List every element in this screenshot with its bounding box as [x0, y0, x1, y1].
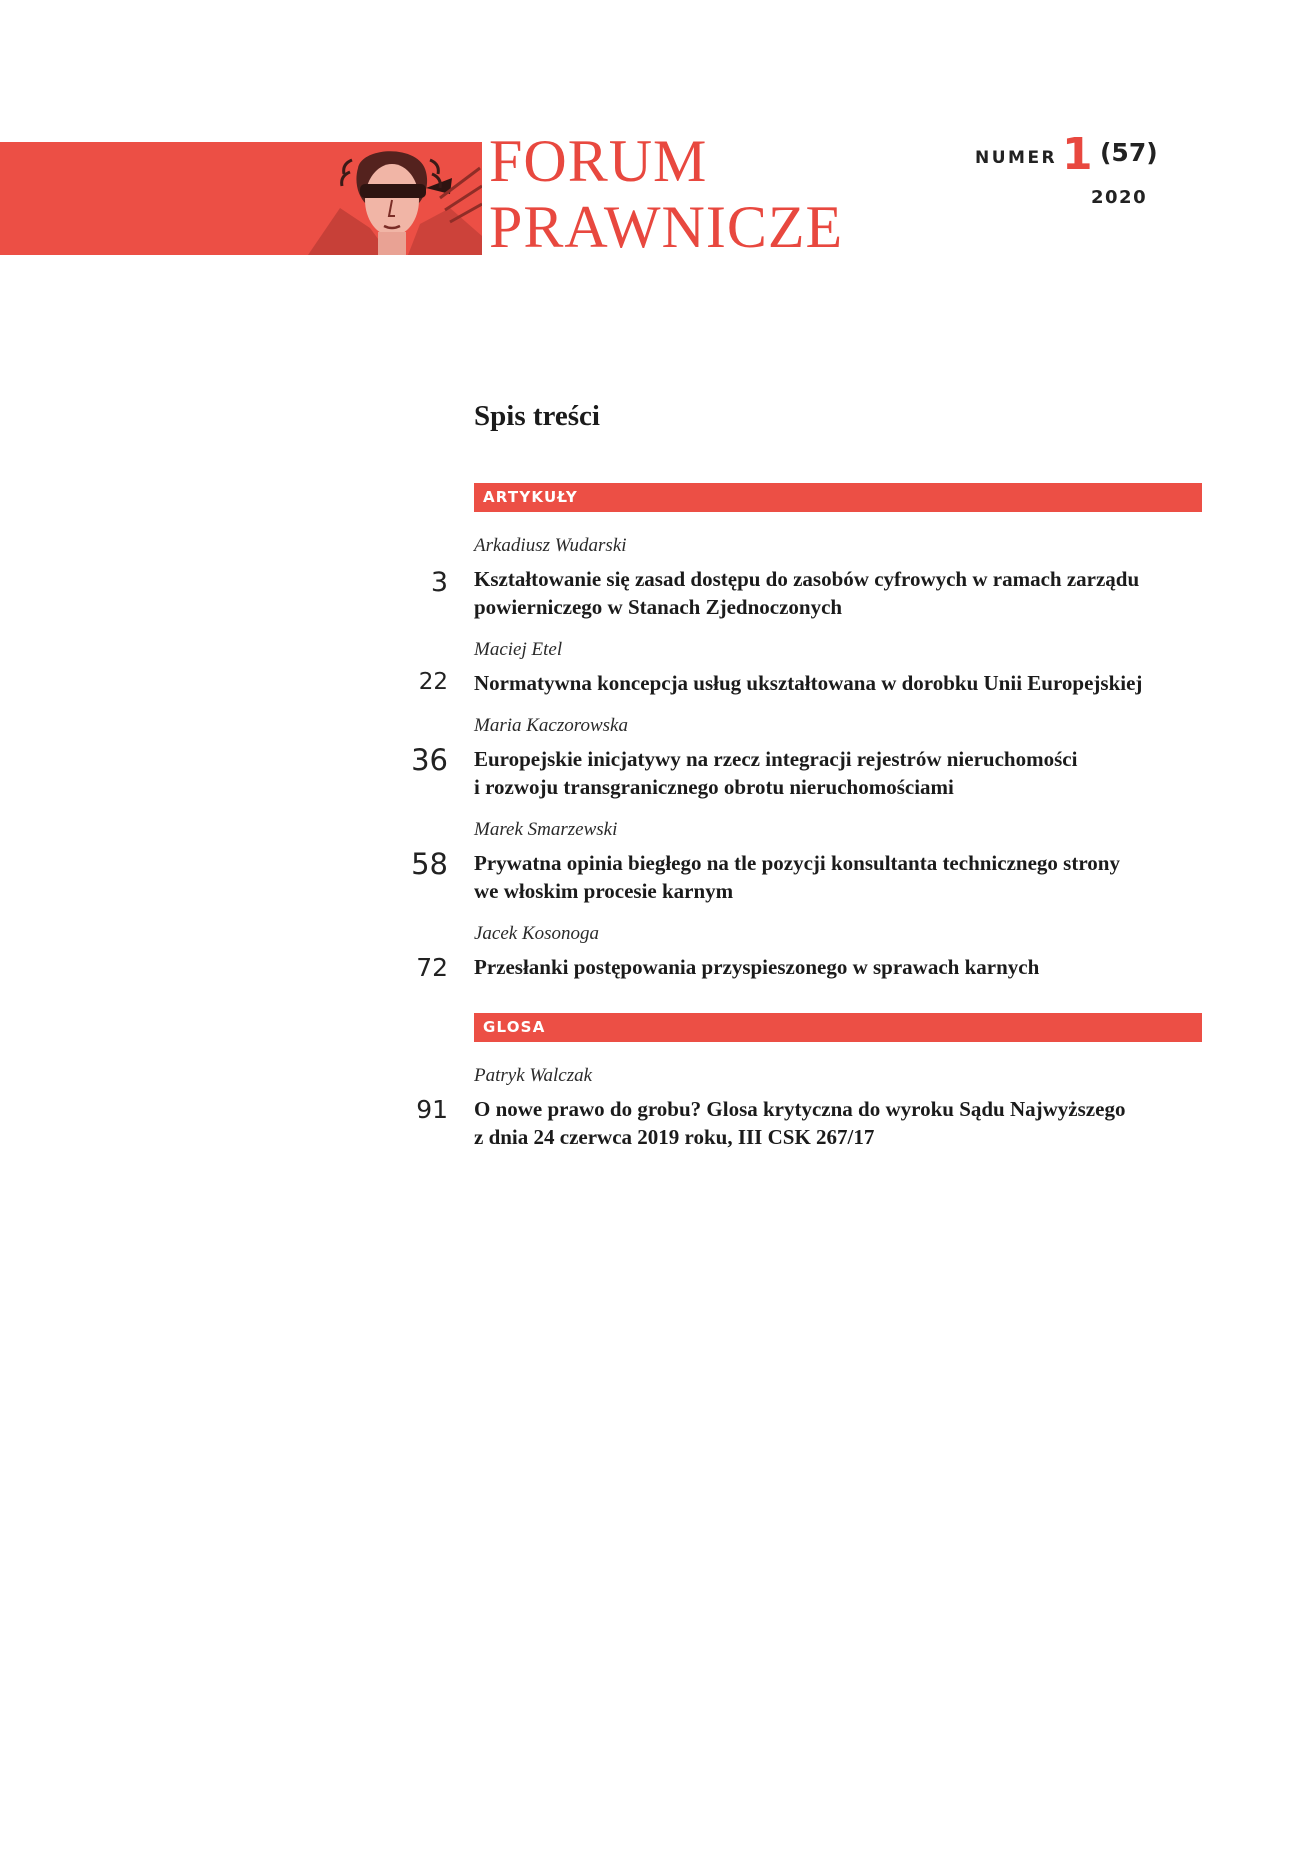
entry-title-line: Przesłanki postępowania przyspieszonego w sprawach karnych	[474, 955, 1040, 979]
entry-author: Arkadiusz Wudarski	[474, 535, 627, 556]
journal-title	[489, 128, 843, 260]
issue-year: 2020	[1091, 187, 1148, 208]
entry-author: Patryk Walczak	[474, 1065, 593, 1086]
section-header-glosa: GLOSA	[474, 1013, 1202, 1042]
entry-title-line: O nowe prawo do grobu? Glosa krytyczna do wyroku Sądu Najwyższego	[474, 1097, 1126, 1121]
entry-title[interactable]	[474, 745, 1214, 801]
issue-total: (57)	[1100, 138, 1158, 167]
entry-title[interactable]	[474, 953, 1214, 981]
entry-author: Marek Smarzewski	[474, 819, 618, 840]
entry-title-line: i rozwoju transgranicznego obrotu nieruchomościami	[474, 775, 954, 799]
entry-page-number: 22	[418, 669, 448, 695]
entry-title-line: we włoskim procesie karnym	[474, 879, 734, 903]
entry-author: Maria Kaczorowska	[474, 715, 628, 736]
entry-title-line: Kształtowanie się zasad dostępu do zasobów cyfrowych w ramach zarządu	[474, 567, 1140, 591]
issue-info	[960, 129, 1158, 216]
issue-number: 1	[1062, 129, 1093, 180]
entry-title-line: Prywatna opinia biegłego na tle pozycji konsultanta technicznego strony	[474, 851, 1120, 875]
entry-page-number: 72	[416, 953, 448, 982]
issue-label: NUMER	[975, 148, 1058, 168]
entry-title[interactable]	[474, 565, 1214, 621]
entry-title-line: powierniczego w Stanach Zjednoczonych	[474, 595, 843, 619]
section-header-artykuly: ARTYKUŁY	[474, 483, 1202, 512]
entry-page-number: 36	[411, 743, 448, 777]
entry-title-line: Normatywna koncepcja usług ukształtowana w dorobku Unii Europejskiej	[474, 671, 1143, 695]
entry-title-line: Europejskie inicjatywy na rzecz integracji rejestrów nieruchomości	[474, 747, 1078, 771]
entry-title[interactable]	[474, 1095, 1214, 1151]
entry-page-number: 91	[416, 1095, 448, 1124]
entry-author: Maciej Etel	[474, 639, 563, 660]
justitia-blindfold-emblem	[300, 138, 482, 258]
journal-title-line1: FORUM	[489, 128, 708, 194]
entry-page-number: 3	[430, 567, 448, 598]
entry-author: Jacek Kosonoga	[474, 923, 600, 944]
entry-page-number: 58	[411, 847, 448, 881]
toc-heading: Spis treści	[474, 400, 600, 432]
entry-title[interactable]	[474, 849, 1214, 905]
entry-title[interactable]	[474, 669, 1214, 697]
entry-title-line: z dnia 24 czerwca 2019 roku, III CSK 267/17	[474, 1125, 875, 1149]
journal-title-line2: PRAWNICZE	[489, 194, 844, 260]
